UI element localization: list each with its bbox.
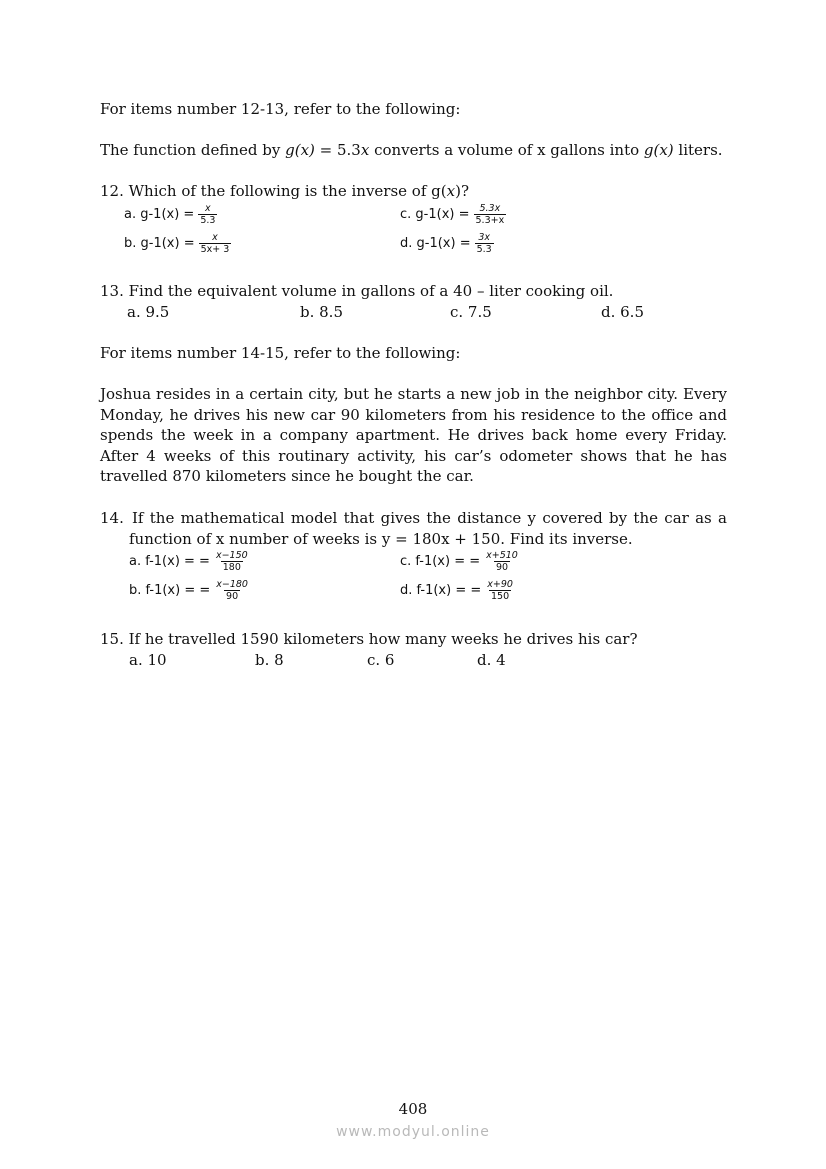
q14-option-a: a. f-1(x) = = $\frac{x-150}{180}$ <box>129 550 248 573</box>
q12-option-b: b. g-1(x) = $\frac{x}{5x+ 3}$ <box>124 232 230 255</box>
q15-choice-d: d. 4 <box>477 651 506 669</box>
q13-choice-d: d. 6.5 <box>601 303 644 321</box>
intro-items-12-13: For items number 12-13, refer to the following: <box>100 100 461 118</box>
q14-option-d-fraction: $\frac{x+90}{150}$ <box>487 579 513 602</box>
q14-option-d: d. f-1(x) = = $\frac{x+90}{150}$ <box>400 579 513 602</box>
watermark: www.modyul.online <box>336 1124 490 1140</box>
q14-option-c: c. f-1(x) = = $\frac{x+510}{90}$ <box>400 550 518 573</box>
question-14-stem: If the mathematical model that gives the distance y covered by the car as a function of x number of weeks is y = 180x + 150. Find its inverse. <box>129 509 727 548</box>
q12-option-c-fraction: $\frac{5.3x}{5.3+x}$ <box>475 203 505 226</box>
q15-choice-c: c. 6 <box>367 651 395 669</box>
q12-option-a: a. g-1(x) = $\frac{x}{5.3}$ <box>124 203 216 226</box>
intro-items-14-15: For items number 14-15, refer to the following: <box>100 344 461 362</box>
passage-joshua: Joshua resides in a certain city, but he starts a new job in the neighbor city. Every Monday, he drives his new car 90 kilometers from his residence to the office and spends the week in a company apartment. He drives back home every Friday. After 4 weeks of this routinary activity, his car’s odometer shows that he has travelled 870 kilometers since he bought the car. <box>100 385 727 486</box>
question-15-stem: 15. If he travelled 1590 kilometers how many weeks he drives his car? <box>100 630 638 648</box>
page-number: 408 <box>398 1100 428 1118</box>
q13-choice-c: c. 7.5 <box>450 303 492 321</box>
q12-option-a-fraction: $\frac{x}{5.3}$ <box>200 203 216 226</box>
q12-option-c: c. g-1(x) = $\frac{5.3x}{5.3+x}$ <box>400 203 505 226</box>
q15-choice-a: a. 10 <box>129 651 167 669</box>
q14-option-b-fraction: $\frac{x-180}{90}$ <box>216 579 248 602</box>
q15-choice-b: b. 8 <box>255 651 284 669</box>
q13-choice-a: a. 9.5 <box>127 303 170 321</box>
q12-option-d: d. g-1(x) = $\frac{3x}{5.3}$ <box>400 232 492 255</box>
q14-option-b: b. f-1(x) = = $\frac{x-180}{90}$ <box>129 579 248 602</box>
function-definition: The function defined by g(x) = 5.3x converts a volume of x gallons into g(x) liters. <box>100 141 723 159</box>
q13-choice-b: b. 8.5 <box>300 303 343 321</box>
question-12-stem: 12. Which of the following is the inverse of g(x)? <box>100 182 469 200</box>
q12-option-b-fraction: $\frac{x}{5x+ 3}$ <box>200 232 230 255</box>
q14-option-a-fraction: $\frac{x-150}{180}$ <box>215 550 248 573</box>
question-14-number: 14. <box>100 509 124 527</box>
q12-option-d-fraction: $\frac{3x}{5.3}$ <box>476 232 492 255</box>
question-13-stem: 13. Find the equivalent volume in gallons of a 40 – liter cooking oil. <box>100 282 614 300</box>
q14-option-c-fraction: $\frac{x+510}{90}$ <box>486 550 518 573</box>
